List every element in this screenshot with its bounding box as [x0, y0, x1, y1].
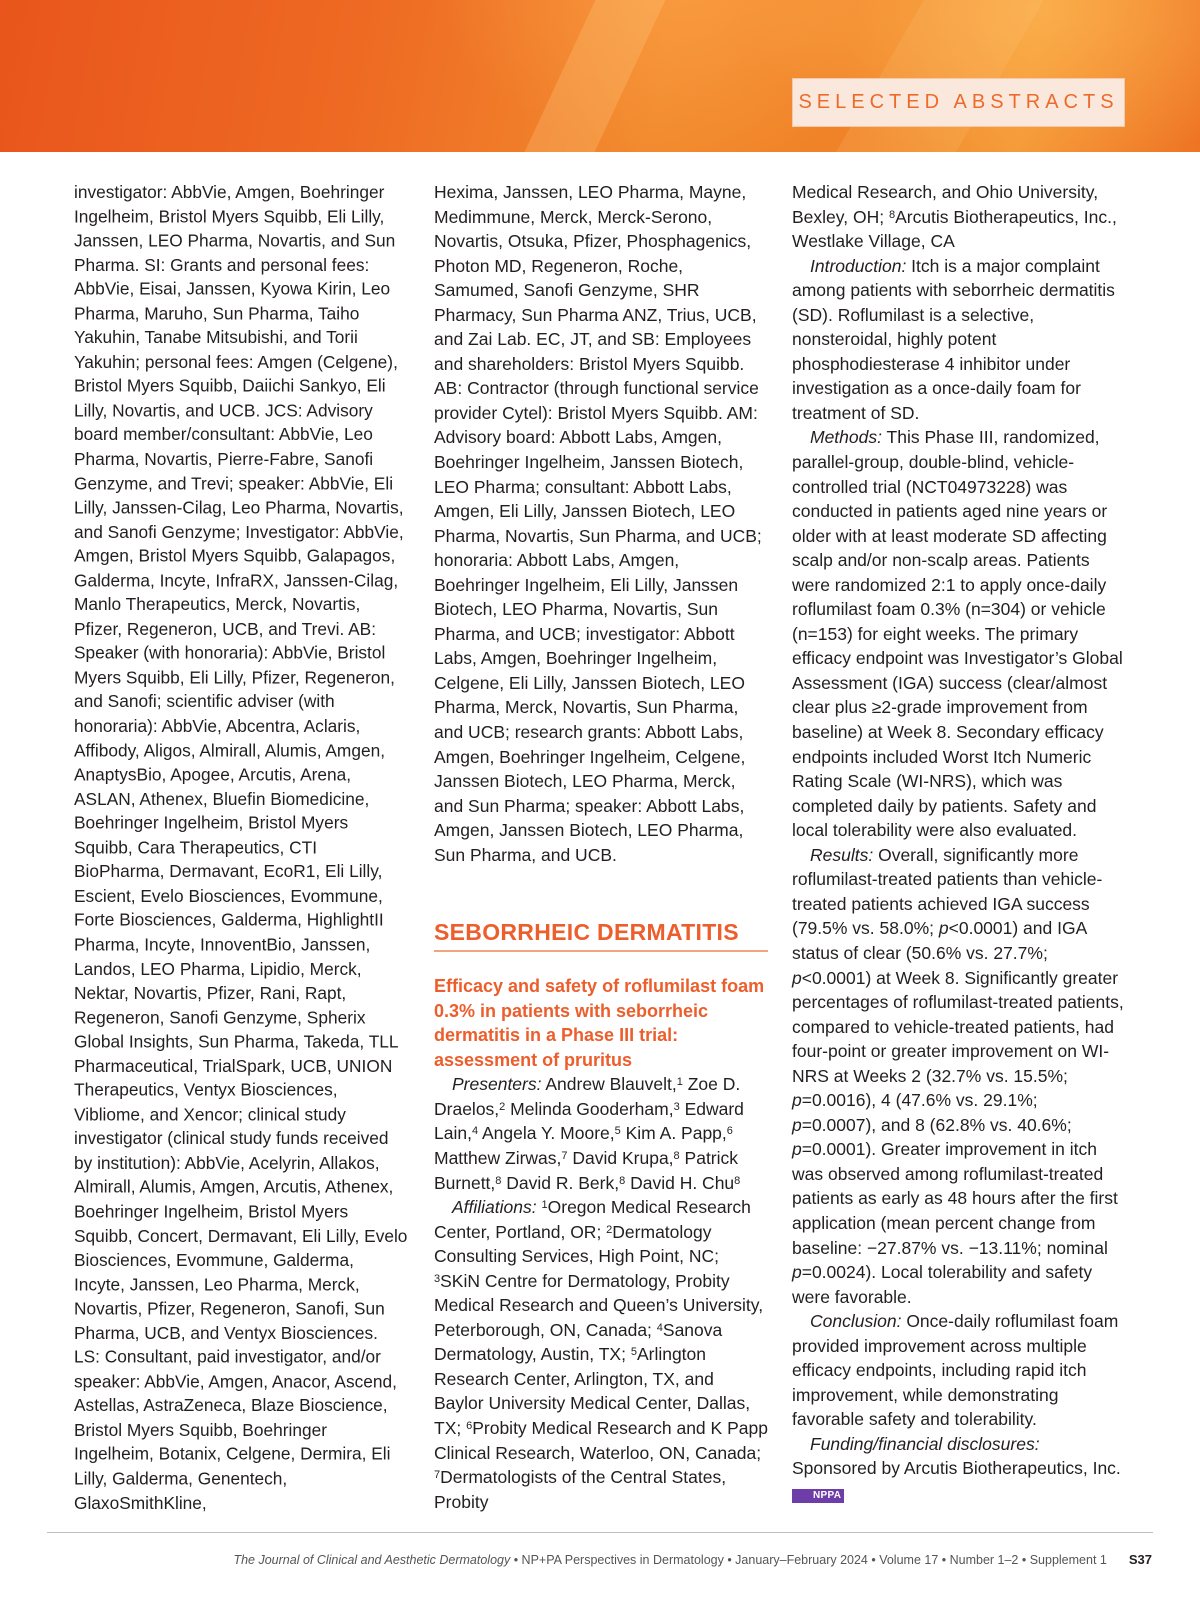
funding	[792, 1432, 1126, 1506]
banner-decoration	[836, 0, 1044, 152]
column-2	[434, 180, 768, 1514]
column-3	[792, 180, 1126, 1506]
conclusion-text: Once-daily roflumilast foam provided improvement across multiple efficacy endpoints, including rapid itch improvement, while demonstrating favorable safety and tolerability.	[792, 1311, 1119, 1430]
issue-details: • NP+PA Perspectives in Dermatology • January–February 2024 • Volume 17 • Number 1–2 • Supplement 1	[510, 1553, 1107, 1567]
page-number: S37	[1128, 1552, 1152, 1567]
conclusion-label: Conclusion:	[810, 1311, 902, 1332]
journal-name: The Journal of Clinical and Aesthetic Dermatology	[233, 1553, 511, 1567]
methods-label: Methods:	[810, 427, 882, 448]
affiliations-label: Affiliations:	[452, 1197, 537, 1218]
disclosures-continued-2: Hexima, Janssen, LEO Pharma, Mayne, Medimmune, Merck, Merck-Serono, Novartis, Otsuka, Pfizer, Phosphagenics, Photon MD, Regeneron, Roche, Samumed, Sanofi Genzyme, SHR Pharmacy, Sun Pharma ANZ, Trius, UCB, and Zai Lab. EC, JT, and SB: Employees and shareholders: Bristol Myers Squibb. AB: Contractor (through functional service provider Cytel): Bristol Myers Squibb. AM: Advisory board: Abbott Labs, Amgen, Boehringer Ingelheim, Janssen Biotech, LEO Pharma; consultant: Abbott Labs, Amgen, Eli Lilly, Janssen Biotech, LEO Pharma, Novartis, Sun Pharma, and UCB; honoraria: Abbott Labs, Amgen, Boehringer Ingelheim, Eli Lilly, Janssen Biotech, LEO Pharma, Novartis, Sun Pharma, and UCB; investigator: Abbott Labs, Amgen, Boehringer Ingelheim, Celgene, Eli Lilly, Janssen Biotech, LEO Pharma, Merck, Novartis, Sun Pharma, and UCB; research grants: Abbott Labs, Amgen, Boehringer Ingelheim, Celgene, Janssen Biotech, LEO Pharma, Merck, and Sun Pharma; speaker: Abbott Labs, Amgen, Janssen Biotech, LEO Pharma, Sun Pharma, and UCB.	[434, 182, 762, 865]
conclusion	[792, 1309, 1126, 1432]
results: Results: Overall, significantly more roflumilast-treated patients than vehicle-treated patients achieved IGA success (79.5% vs. 58.0%; p<0.0001) and IGA status of clear (50.6% vs. 27.7%; p<0.0001) at Week 8. Significantly greater percentages of roflumilast-treated patients, compared to vehicle-treated patients, had four-point or greater improvement on WI-NRS at Weeks 2 (32.7% vs. 15.5%; p=0.0016), 4 (47.6% vs. 29.1%; p=0.0007), and 8 (62.8% vs. 40.6%; p=0.0001). Greater improvement in itch was observed among roflumilast-treated patients as early as 48 hours after the first application (mean percent change from baseline: −27.87% vs. −13.11%; nominal p=0.0024). Local tolerability and safety were favorable.	[792, 844, 1124, 1307]
funding-label: Funding/financial disclosures:	[810, 1433, 1040, 1454]
introduction-label: Introduction:	[810, 255, 907, 276]
column-1	[74, 180, 408, 1515]
affiliations-text: Medical Research, and Ohio University, Bexley, OH;	[792, 182, 1099, 227]
affiliations-continued: Medical Research, and Ohio University, Bexley, OH; $^8$Arcutis Biotherapeutics, Inc., Westlake Village, CA	[792, 182, 1117, 252]
introduction	[792, 254, 1126, 426]
disclosures-continued: investigator: AbbVie, Amgen, Boehringer Ingelheim, Bristol Myers Squibb, Eli Lilly, Janssen, LEO Pharma, Novartis, and Sun Pharma. SI: Grants and personal fees: AbbVie, Eisai, Janssen, Kyowa Kirin, Leo Pharma, Maruho, Sun Pharma, Taiho Yakuhin, Tanabe Mitsubishi, and Torii Yakuhin; personal fees: Amgen (Celgene), Bristol Myers Squibb, Daiichi Sankyo, Eli Lilly, Novartis, and UCB. JCS: Advisory board member/consultant: AbbVie, Leo Pharma, Novartis, Pierre-Fabre, Sanofi Genzyme, and Trevi; speaker: AbbVie, Eli Lilly, Janssen-Cilag, Leo Pharma, Novartis, and Sanofi Genzyme; Investigator: AbbVie, Amgen, Bristol Myers Squibb, Galapagos, Galderma, Incyte, InfraRX, Janssen-Cilag, Manlo Therapeutics, Merck, Novartis, Pfizer, Regeneron, UCB, and Trevi. AB: Speaker (with honoraria): AbbVie, Bristol Myers Squibb, Eli Lilly, Pfizer, Regeneron, and Sanofi; scientific adviser (with honoraria): AbbVie, Abcentra, Aclaris, Affibody, Aligos, Almirall, Alumis, Amgen, AnaptysBio, Apogee, Arcutis, Arena, ASLAN, Athenex, Bluefin Biomedicine, Boehringer Ingelheim, Bristol Myers Squibb, Cara Therapeutics, CTI BioPharma, Dermavant, EcoR1, Eli Lilly, Escient, Evelo Biosciences, Evommune, Forte Biosciences, Galderma, HighlightII Pharma, Incyte, InnoventBio, Janssen, Landos, LEO Pharma, Lipidio, Merck, Nektar, Novartis, Pfizer, Rani, Rapt, Regeneron, Sanofi Genzyme, Spherix Global Insights, Sun Pharma, Takeda, TLL Pharmaceutical, TrialSpark, UCB, UNION Therapeutics, Ventyx Biosciences, Vibliome, and Xencor; clinical study investigator (clinical study funds received by institution): AbbVie, Acelyrin, Allakos, Almirall, Alumis, Amgen, Arcutis, Athenex, Boehringer Ingelheim, Bristol Myers Squibb, Concert, Dermavant, Eli Lilly, Evelo Biosciences, Evommune, Galderma, Incyte, Janssen, Leo Pharma, Merck, Novartis, Pfizer, Regeneron, Sanofi, Sun Pharma, UCB, and Ventyx Biosciences. LS: Consultant, paid investigator, and/or speaker: AbbVie, Amgen, Anacor, Ascend, Astellas, AstraZeneca, Blaze Bioscience, Bristol Myers Squibb, Boehringer Ingelheim, Botanix, Celgene, Dermira, Eli Lilly, Galderma, Genentech, GlaxoSmithKline,	[74, 181, 408, 1513]
presenters: Presenters: Andrew Blauvelt,$^1$ Zoe D. Draelos,$^2$ Melinda Gooderham,$^3$ Edward Lain,$^4$ Angela Y. Moore,$^5$ Kim A. Papp,$^6$ Matthew Zirwas,$^7$ David Krupa,$^8$ Patrick Burnett,$^8$ David R. Berk,$^8$ David H. Chu$^8$	[434, 1074, 744, 1193]
methods-text: This Phase III, randomized, parallel-group, double-blind, vehicle-controlled trial (NCT04973228) was conducted in patients aged nine years or older with at least moderate SD affecting scalp and/or non-scalp areas. Patients were randomized 2:1 to apply once-daily roflumilast foam 0.3% (n=304) or vehicle (n=153) for eight weeks. The primary efficacy endpoint was Investigator’s Global Assessment (IGA) success (clear/almost clear plus ≥2-grade improvement from baseline) at Week 8. Secondary efficacy endpoints included Worst Itch Numeric Rating Scale (WI-NRS), which was completed daily by patients. Safety and local tolerability were also evaluated.	[792, 427, 1123, 841]
section-label: SELECTED ABSTRACTS	[792, 78, 1125, 127]
footer-divider	[47, 1532, 1153, 1533]
header-banner	[0, 0, 1200, 152]
nppa-badge: NPPA	[792, 1489, 844, 1503]
methods	[792, 425, 1126, 842]
presenters-label: Presenters:	[452, 1074, 542, 1095]
results-label: Results:	[810, 844, 874, 865]
banner-decoration	[525, 0, 666, 152]
abstract-title: Efficacy and safety of roflumilast foam 0.3% in patients with seborrheic dermatitis in a Phase III trial: assessment of pruritus	[434, 976, 765, 1070]
affiliation-8: Arcutis Biotherapeutics, Inc., Westlake Village, CA	[792, 206, 1117, 252]
funding-text: Sponsored by Arcutis Biotherapeutics, Inc.	[792, 1458, 1121, 1479]
page-footer	[233, 1552, 1152, 1567]
introduction-text: Itch is a major complaint among patients with seborrheic dermatitis (SD). Roflumilast is a selective, nonsteroidal, highly potent phosphodiesterase 4 inhibitor under investigation as a once-daily foam for treatment of SD.	[792, 255, 1115, 423]
affiliations: Affiliations: $^1$Oregon Medical Research Center, Portland, OR; $^2$Dermatology Consulting Services, High Point, NC; $^3$SKiN Centre for Dermatology, Probity Medical Research and Queen’s University, Peterborough, ON, Canada; $^4$Sanova Dermatology, Austin, TX; $^5$Arlington Research Center, Arlington, TX, and Baylor University Medical Center, Dallas, TX; $^6$Probity Medical Research and K Papp Clinical Research, Waterloo, ON, Canada; $^7$Dermatologists of the Central States, Probity	[434, 1197, 768, 1512]
section-heading: SEBORRHEIC DERMATITIS	[434, 917, 768, 952]
